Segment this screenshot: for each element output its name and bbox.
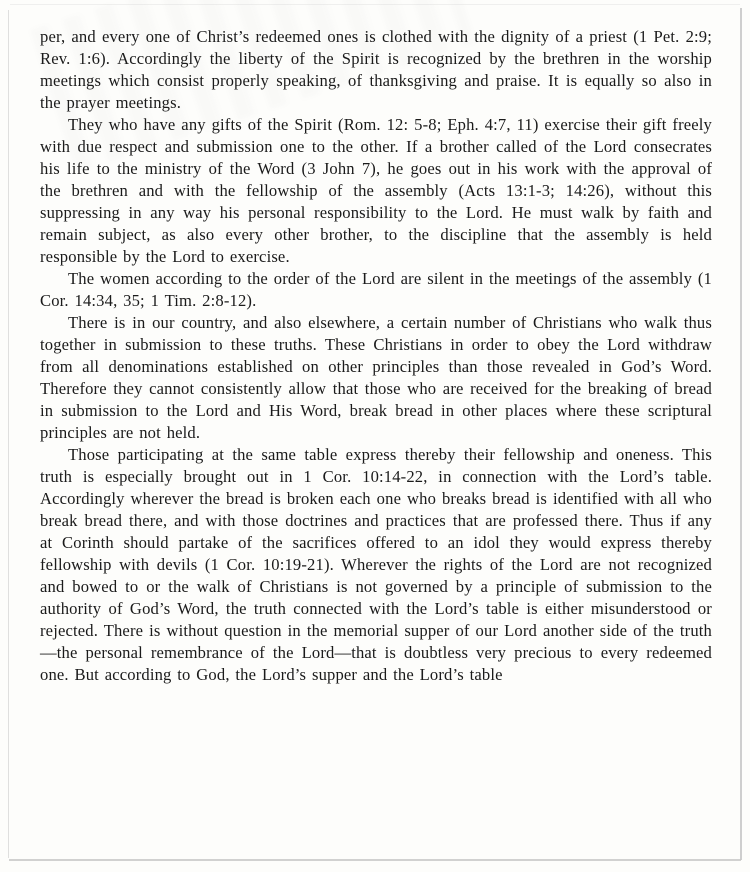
paragraph: There is in our country, and also elsewhere, a certain number of Christians who walk thus together in submission to these truths. These Christians in order to obey the Lord withdraw from all denominations established on other principles than those revealed in God’s Word. Therefore they cannot consistently allow that those who are received for the breaking of bread in submission to the Lord and His Word, break bread in other places where these scriptural principles are not held. xyxy=(40,313,712,442)
scan-edge-bottom xyxy=(9,859,741,861)
scan-edge-left xyxy=(8,10,9,858)
paragraph: They who have any gifts of the Spirit (Rom. 12: 5-8; Eph. 4:7, 11) exercise their gift freely with due respect and submission one to the other. If a brother called of the Lord consecrates his life to the ministry of the Word (3 John 7), he goes out in his work with the approval of the brethren and with the fellowship of the assembly (Acts 13:1-3; 14:26), without this suppressing in any way his personal responsibility to the Lord. He must walk by faith and remain subject, as also every other brother, to the discipline that the assembly is held responsible by the Lord to exercise. xyxy=(40,115,712,266)
page-text xyxy=(40,26,712,686)
paragraph: Those participating at the same table express thereby their fellowship and oneness. This truth is especially brought out in 1 Cor. 10:14-22, in connection with the Lord’s table. Accordingly wherever the bread is broken each one who breaks bread is identified with all who break bread there, and with those doctrines and practices that are professed there. Thus if any at Corinth should partake of the sacrifices offered to an idol they would express thereby fellowship with devils (1 Cor. 10:19-21). Wherever the rights of the Lord are not recognized and bowed to or the walk of Christians is not governed by a principle of submission to the authority of God’s Word, the truth connected with the Lord’s table is either misunderstood or rejected. There is without question in the memorial supper of our Lord another side of the truth—the personal remembrance of the Lord—that is doubtless very precious to every redeemed one. But according to God, the Lord’s supper and the Lord’s table xyxy=(40,445,712,684)
scan-edge-right xyxy=(740,8,742,860)
paragraph-continuation: per, and every one of Christ’s redeemed ones is clothed with the dignity of a priest (1 Pet. 2:9; Rev. 1:6). Accordingly the liberty of the Spirit is recognized by the brethren in the worship meetings which consist properly speaking, of thanksgiving and praise. It is equally so also in the prayer meetings. xyxy=(40,27,712,112)
paragraph: The women according to the order of the Lord are silent in the meetings of the assembly (1 Cor. 14:34, 35; 1 Tim. 2:8-12). xyxy=(40,269,712,310)
scan-edge-top xyxy=(10,4,740,5)
